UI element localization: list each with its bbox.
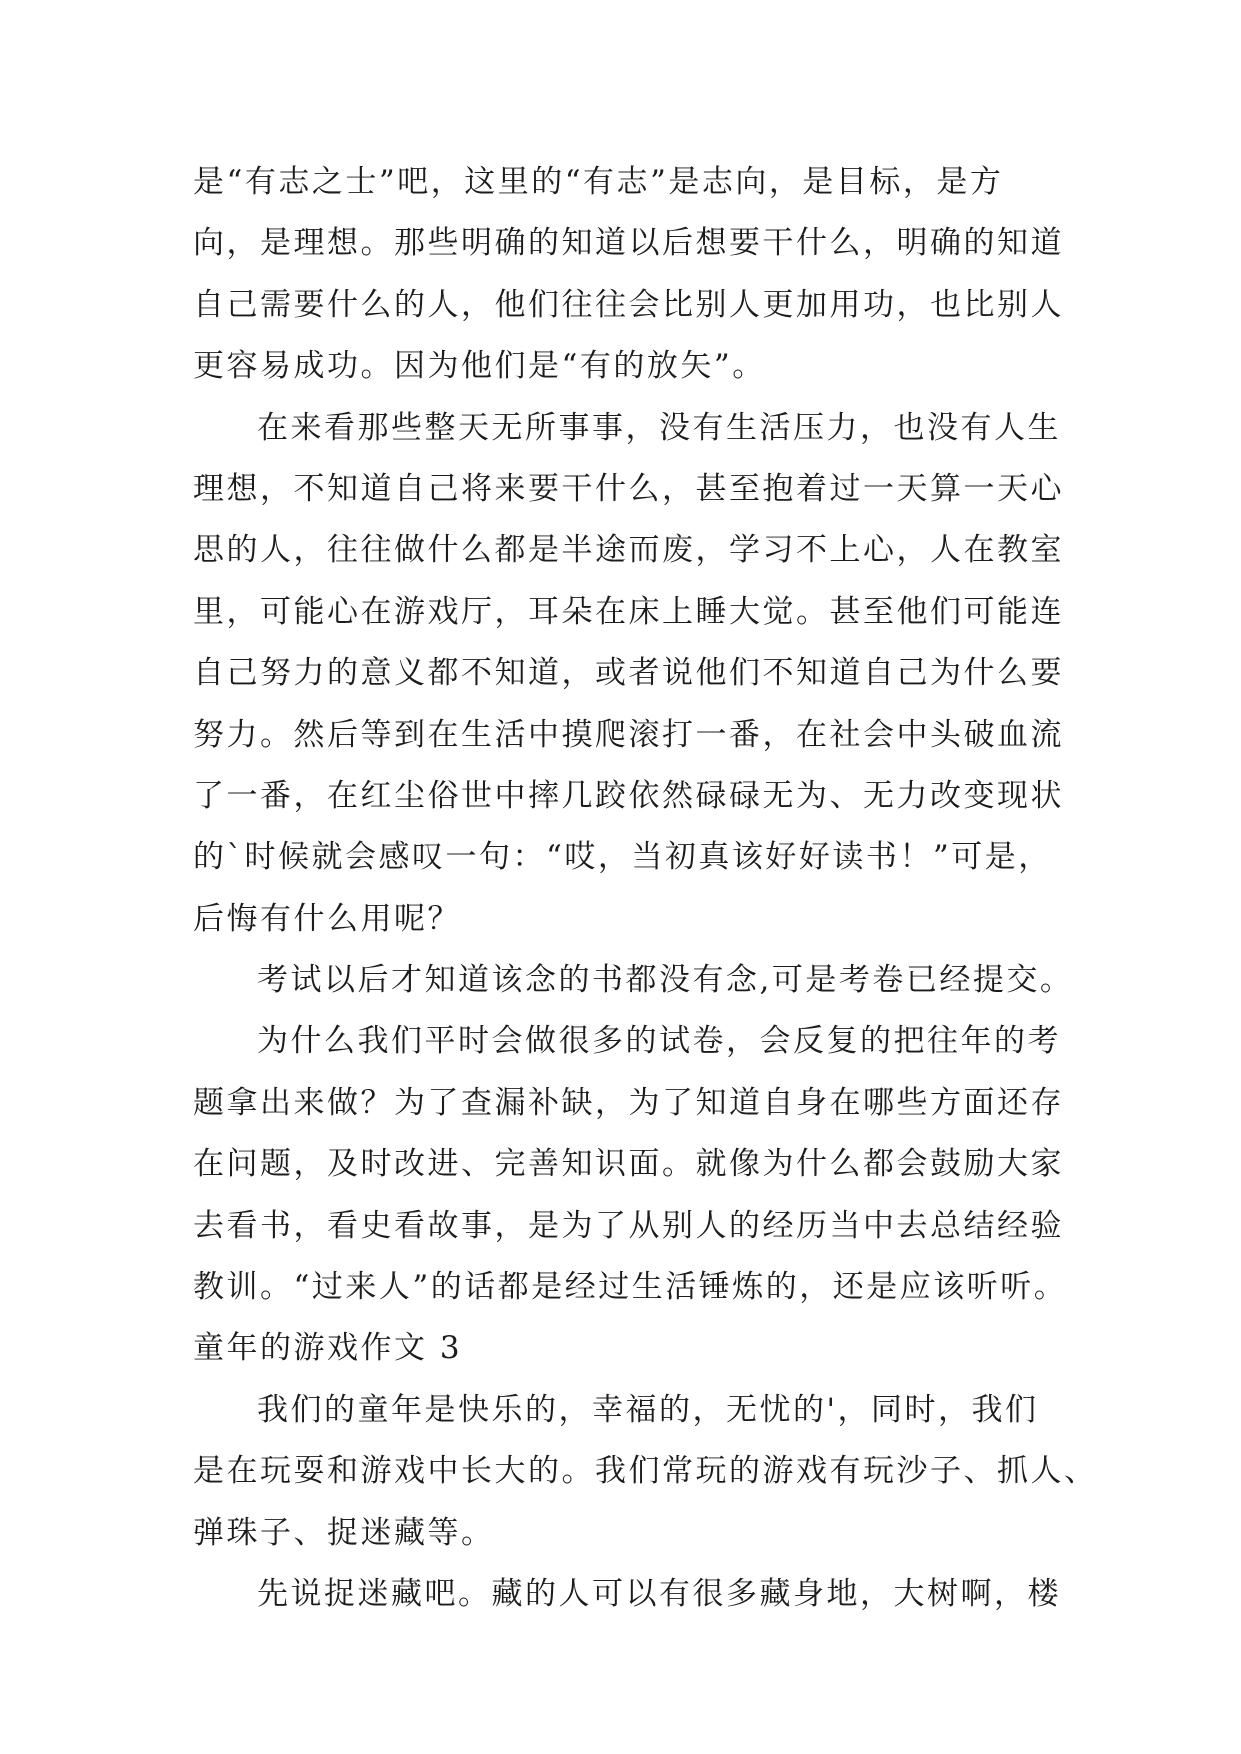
text-line: 里，可能心在游戏厅，耳朵在床上睡大觉。甚至他们可能连 xyxy=(193,593,1064,630)
text-line: 更容易成功。因为他们是“有的放矢”。 xyxy=(193,348,766,385)
paragraph-first-line: 先说捉迷藏吧。藏的人可以有很多藏身地，大树啊，楼 xyxy=(257,1575,1061,1612)
section-heading: 童年的游戏作文 3 xyxy=(193,1330,463,1367)
text-line: 教训。“过来人”的话都是经过生活锤炼的，还是应该听听。 xyxy=(193,1269,1068,1306)
paragraph-first-line: 我们的童年是快乐的，幸福的，无忧的'，同时，我们 xyxy=(257,1391,1039,1428)
paragraph-first-line: 考试以后才知道该念的书都没有念,可是考卷已经提交。 xyxy=(257,962,1074,999)
text-line: 后悔有什么用呢？ xyxy=(193,900,461,937)
paragraph-first-line: 为什么我们平时会做很多的试卷，会反复的把往年的考 xyxy=(257,1023,1061,1060)
text-line: 去看书，看史看故事，是为了从别人的经历当中去总结经验 xyxy=(193,1207,1064,1244)
paragraph-first-line: 在来看那些整天无所事事，没有生活压力，也没有人生 xyxy=(257,409,1061,446)
text-line: 是“有志之士”吧，这里的“有志”是志向，是目标，是方 xyxy=(193,164,1004,200)
text-line: 理想，不知道自己将来要干什么，甚至抱着过一天算一天心 xyxy=(193,470,1064,507)
text-line: 是在玩耍和游戏中长大的。我们常玩的游戏有玩沙子、抓人、 xyxy=(193,1453,1098,1490)
text-line: 的`时候就会感叹一句：“哎，当初真该好好读书！”可是， xyxy=(193,839,1052,876)
text-line: 了一番，在红尘俗世中摔几跤依然碌碌无为、无力改变现状 xyxy=(193,777,1064,814)
text-line: 努力。然后等到在生活中摸爬滚打一番，在社会中头破血流 xyxy=(193,716,1064,753)
text-line: 题拿出来做？为了查漏补缺，为了知道自身在哪些方面还存 xyxy=(193,1084,1064,1121)
text-line: 自己需要什么的人，他们往往会比别人更加用功，也比别人 xyxy=(193,286,1064,323)
text-line: 弹珠子、捉迷藏等。 xyxy=(193,1514,495,1551)
text-line: 向，是理想。那些明确的知道以后想要干什么，明确的知道 xyxy=(193,225,1064,262)
article-body xyxy=(193,152,1098,1625)
text-line: 自己努力的意义都不知道，或者说他们不知道自己为什么要 xyxy=(193,655,1064,692)
text-line: 在问题，及时改进、完善知识面。就像为什么都会鼓励大家 xyxy=(193,1146,1064,1183)
text-line: 思的人，往往做什么都是半途而废，学习不上心，人在教室 xyxy=(193,532,1064,569)
